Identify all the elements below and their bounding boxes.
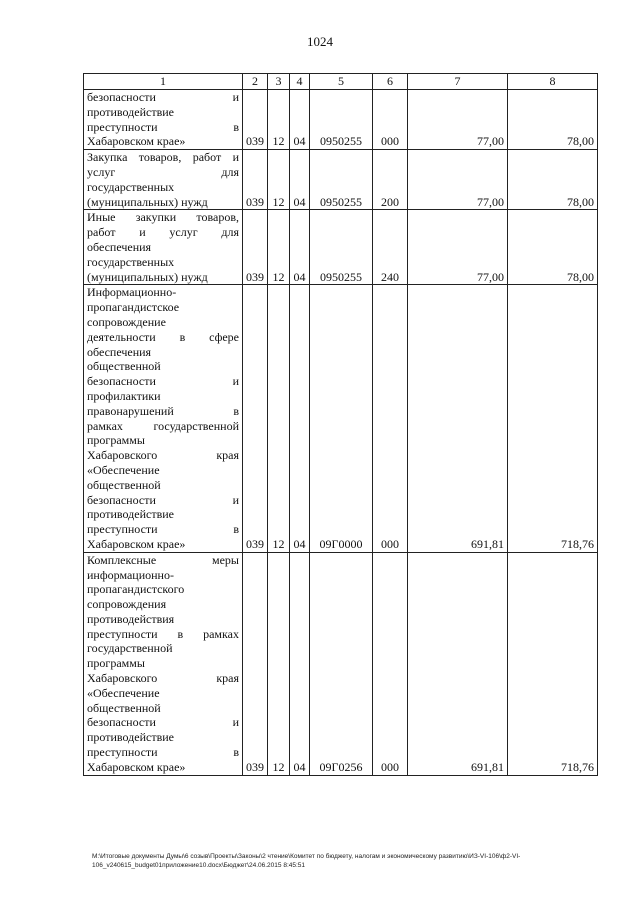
- admin-code-cell: 039: [243, 552, 268, 775]
- header-row: [84, 74, 598, 90]
- description-line: Хабаровском крае»: [87, 134, 186, 149]
- description-cell: [84, 90, 243, 150]
- table-row: [84, 552, 598, 775]
- description-line: безопасности и: [87, 90, 239, 104]
- description-line: Хабаровском крае»: [87, 759, 186, 774]
- description-line: преступности в: [87, 522, 239, 537]
- description-line: деятельности в сфере: [87, 329, 239, 344]
- subsection-cell: 04: [290, 150, 310, 210]
- target-article-cell: 09Г0000: [310, 285, 373, 552]
- description-line: Иные закупки товаров,: [87, 210, 239, 225]
- target-article-cell: 09Г0256: [310, 552, 373, 775]
- description-line: Закупка товаров, работ и: [87, 150, 239, 165]
- description-cell: [84, 285, 243, 552]
- description-line: противодействия: [87, 611, 175, 626]
- description-line: противодействие: [87, 730, 175, 745]
- admin-code-cell: 039: [243, 90, 268, 150]
- header-cell-5: 5: [310, 74, 373, 90]
- description-line: «Обеспечение: [87, 685, 160, 700]
- subsection-cell: 04: [290, 90, 310, 150]
- description-line: Хабаровском крае»: [87, 536, 186, 551]
- description-line: безопасности и: [87, 374, 239, 389]
- description-line: обеспечения: [87, 344, 152, 359]
- budget-table: [83, 73, 598, 776]
- expense-type-cell: 200: [373, 150, 408, 210]
- description-line: преступности в: [87, 745, 239, 760]
- description-line: государственной: [87, 641, 173, 656]
- header-cell-7: 7: [408, 74, 508, 90]
- amount-2016-cell: 691,81: [408, 552, 508, 775]
- expense-type-cell: 000: [373, 552, 408, 775]
- description-line: преступности в: [87, 119, 239, 134]
- description-line: государственных: [87, 179, 175, 194]
- target-article-cell: 0950255: [310, 150, 373, 210]
- header-cell-2: 2: [243, 74, 268, 90]
- subsection-cell: 04: [290, 210, 310, 285]
- description-line: профилактики: [87, 388, 161, 403]
- description-line: Информационно-: [87, 285, 177, 300]
- description-line: правонарушений в: [87, 403, 239, 418]
- file-path-line-2: 106_v240615_budget01приложение10.docx\Бюджет\24.06.2015 8:45:51: [92, 862, 306, 869]
- description-line: общественной: [87, 477, 161, 492]
- description-line: безопасности и: [87, 492, 239, 507]
- amount-2017-cell: 78,00: [508, 150, 598, 210]
- header-cell-1: 1: [84, 74, 243, 90]
- admin-code-cell: 039: [243, 150, 268, 210]
- amount-2016-cell: 77,00: [408, 90, 508, 150]
- expense-type-cell: 240: [373, 210, 408, 285]
- amount-2016-cell: 77,00: [408, 150, 508, 210]
- description-line: (муниципальных) нужд: [87, 194, 208, 209]
- description-line: безопасности и: [87, 715, 239, 730]
- description-line: государственных: [87, 254, 175, 269]
- header-cell-4: 4: [290, 74, 310, 90]
- amount-2016-cell: 77,00: [408, 210, 508, 285]
- description-line: противодействие: [87, 507, 175, 522]
- description-line: «Обеспечение: [87, 462, 160, 477]
- description-line: общественной: [87, 359, 161, 374]
- description-line: преступности в рамках: [87, 626, 239, 641]
- admin-code-cell: 039: [243, 210, 268, 285]
- description-cell: [84, 150, 243, 210]
- amount-2017-cell: 718,76: [508, 552, 598, 775]
- section-cell: 12: [268, 552, 290, 775]
- file-path-line-1: M:\Итоговые документы Думы\6 созыв\Проекты\Законы\2 чтение\Комитет по бюджету, налогам и экономическому развитию\ИЗ-VI-106\ф2-VI-: [92, 853, 521, 860]
- description-line: Хабаровского края: [87, 448, 239, 463]
- table-row: [84, 210, 598, 285]
- section-cell: 12: [268, 210, 290, 285]
- description-line: противодействие: [87, 104, 175, 119]
- expense-type-cell: 000: [373, 285, 408, 552]
- description-line: пропагандистское: [87, 300, 180, 315]
- description-line: общественной: [87, 700, 161, 715]
- section-cell: 12: [268, 285, 290, 552]
- section-cell: 12: [268, 90, 290, 150]
- description-line: рамках государственной: [87, 418, 239, 433]
- description-cell: [84, 210, 243, 285]
- file-path-footer: [92, 852, 617, 870]
- description-line: работ и услуг для: [87, 225, 239, 240]
- description-line: программы: [87, 656, 145, 671]
- description-line: Комплексные меры: [87, 552, 239, 567]
- description-line: пропагандистского: [87, 582, 185, 597]
- header-cell-3: 3: [268, 74, 290, 90]
- page-number: 1024: [307, 34, 333, 49]
- description-line: (муниципальных) нужд: [87, 269, 208, 284]
- description-line: информационно-: [87, 567, 174, 582]
- amount-2017-cell: 78,00: [508, 90, 598, 150]
- description-line: услуг для: [87, 164, 239, 179]
- subsection-cell: 04: [290, 552, 310, 775]
- target-article-cell: 0950255: [310, 90, 373, 150]
- amount-2017-cell: 78,00: [508, 210, 598, 285]
- table-row: [84, 90, 598, 150]
- table-row: [84, 285, 598, 552]
- description-line: сопровождения: [87, 597, 167, 612]
- description-line: программы: [87, 433, 145, 448]
- description-line: обеспечения: [87, 239, 152, 254]
- table-row: [84, 150, 598, 210]
- target-article-cell: 0950255: [310, 210, 373, 285]
- section-cell: 12: [268, 150, 290, 210]
- amount-2017-cell: 718,76: [508, 285, 598, 552]
- amount-2016-cell: 691,81: [408, 285, 508, 552]
- description-line: Хабаровского края: [87, 671, 239, 686]
- admin-code-cell: 039: [243, 285, 268, 552]
- description-line: сопровождение: [87, 314, 166, 329]
- header-cell-6: 6: [373, 74, 408, 90]
- description-cell: [84, 552, 243, 775]
- header-cell-8: 8: [508, 74, 598, 90]
- expense-type-cell: 000: [373, 90, 408, 150]
- subsection-cell: 04: [290, 285, 310, 552]
